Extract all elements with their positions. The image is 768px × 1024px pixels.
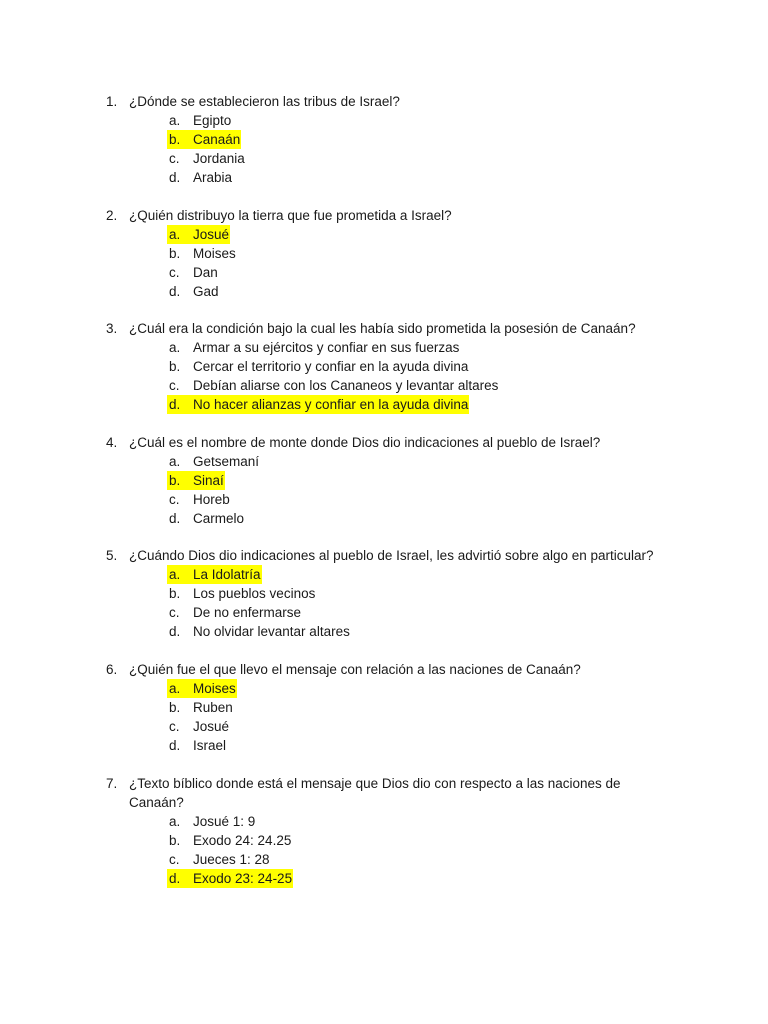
option-letter: d. [169, 738, 181, 753]
question-text: ¿Quién distribuyo la tierra que fue prometida a Israel? [129, 208, 452, 223]
option-d [167, 168, 232, 187]
option-d [167, 509, 244, 528]
option-a [167, 338, 459, 357]
option-c [167, 376, 498, 395]
option-c [167, 149, 245, 168]
option-text: Carmelo [193, 511, 245, 526]
question-3 [0, 319, 768, 414]
option-a [167, 812, 255, 831]
question-text: ¿Texto bíblico donde está el mensaje que Dios dio con respecto a las naciones de Canaán? [129, 776, 621, 810]
option-letter: b. [169, 246, 181, 261]
option-letter: b. [169, 473, 181, 488]
option-text: La Idolatría [193, 567, 261, 582]
option-letter: c. [169, 605, 180, 620]
option-letter: b. [169, 586, 181, 601]
option-b [167, 831, 291, 850]
option-letter: a. [169, 567, 181, 582]
option-b [167, 244, 236, 263]
option-text: No olvidar levantar altares [193, 624, 350, 639]
option-letter: a. [169, 814, 181, 829]
option-c [167, 717, 229, 736]
option-text: Exodo 23: 24-25 [193, 871, 293, 886]
question-text: ¿Quién fue el que llevo el mensaje con relación a las naciones de Canaán? [129, 662, 581, 677]
option-text: Israel [193, 738, 227, 753]
option-letter: b. [169, 833, 181, 848]
option-text: Dan [193, 265, 218, 280]
option-text: Horeb [193, 492, 230, 507]
option-letter: c. [169, 852, 180, 867]
option-b-highlighted [167, 130, 241, 149]
option-letter: c. [169, 719, 180, 734]
option-text: Moises [193, 681, 236, 696]
question-number: 7. [106, 776, 118, 791]
question-text: ¿Dónde se establecieron las tribus de Israel? [129, 94, 400, 109]
option-letter: c. [169, 265, 180, 280]
option-text: Cercar el territorio y confiar en la ayuda divina [193, 359, 469, 374]
option-text: Josué 1: 9 [193, 814, 256, 829]
option-text: Armar a su ejércitos y confiar en sus fuerzas [193, 340, 460, 355]
option-text: Debían aliarse con los Cananeos y levantar altares [193, 378, 499, 393]
option-letter: b. [169, 132, 181, 147]
question-text: ¿Cuál era la condición bajo la cual les había sido prometida la posesión de Canaán? [129, 321, 636, 336]
option-letter: c. [169, 378, 180, 393]
option-b [167, 357, 468, 376]
option-letter: b. [169, 700, 181, 715]
option-letter: d. [169, 871, 181, 886]
option-letter: a. [169, 227, 181, 242]
question-text: ¿Cuál es el nombre de monte donde Dios dio indicaciones al pueblo de Israel? [129, 435, 601, 450]
option-d-highlighted [167, 395, 469, 414]
option-text: Jordania [193, 151, 245, 166]
question-number: 2. [106, 208, 118, 223]
option-a [167, 111, 231, 130]
option-text: Los pueblos vecinos [193, 586, 316, 601]
question-text: ¿Cuándo Dios dio indicaciones al pueblo de Israel, les advirtió sobre algo en particular? [129, 548, 654, 563]
question-1 [0, 92, 768, 187]
option-letter: c. [169, 151, 180, 166]
question-number: 5. [106, 548, 118, 563]
option-letter: b. [169, 359, 181, 374]
question-number: 1. [106, 94, 118, 109]
option-text: Exodo 24: 24.25 [193, 833, 292, 848]
question-number: 3. [106, 321, 118, 336]
question-5 [0, 546, 768, 641]
option-d [167, 622, 350, 641]
question-6 [0, 660, 768, 755]
option-letter: c. [169, 492, 180, 507]
option-b-highlighted [167, 471, 225, 490]
option-letter: d. [169, 624, 181, 639]
option-text: Sinaí [193, 473, 224, 488]
question-2 [0, 206, 768, 301]
question-4 [0, 433, 768, 528]
option-text: Josué [193, 227, 230, 242]
option-text: Getsemaní [193, 454, 260, 469]
option-d [167, 736, 226, 755]
option-letter: d. [169, 511, 181, 526]
option-text: Gad [193, 284, 219, 299]
question-number: 4. [106, 435, 118, 450]
option-a [167, 452, 259, 471]
option-b [167, 698, 233, 717]
option-text: Ruben [193, 700, 233, 715]
option-d-highlighted [167, 869, 293, 888]
option-d [167, 282, 219, 301]
option-letter: a. [169, 454, 181, 469]
option-c [167, 850, 270, 869]
option-a-highlighted [167, 679, 237, 698]
question-number: 6. [106, 662, 118, 677]
option-text: Moises [193, 246, 236, 261]
option-text: Egipto [193, 113, 232, 128]
question-7 [0, 774, 768, 888]
option-a-highlighted [167, 225, 230, 244]
option-letter: d. [169, 397, 181, 412]
option-text: Jueces 1: 28 [193, 852, 270, 867]
option-text: No hacer alianzas y confiar en la ayuda divina [193, 397, 469, 412]
option-text: Canaán [193, 132, 241, 147]
option-text: Arabia [193, 170, 233, 185]
option-text: Josué [193, 719, 230, 734]
option-letter: a. [169, 113, 181, 128]
option-c [167, 263, 218, 282]
option-letter: d. [169, 170, 181, 185]
option-letter: d. [169, 284, 181, 299]
option-c [167, 603, 301, 622]
option-a-highlighted [167, 565, 262, 584]
option-letter: a. [169, 340, 181, 355]
option-c [167, 490, 230, 509]
option-letter: a. [169, 681, 181, 696]
option-text: De no enfermarse [193, 605, 302, 620]
option-b [167, 584, 315, 603]
